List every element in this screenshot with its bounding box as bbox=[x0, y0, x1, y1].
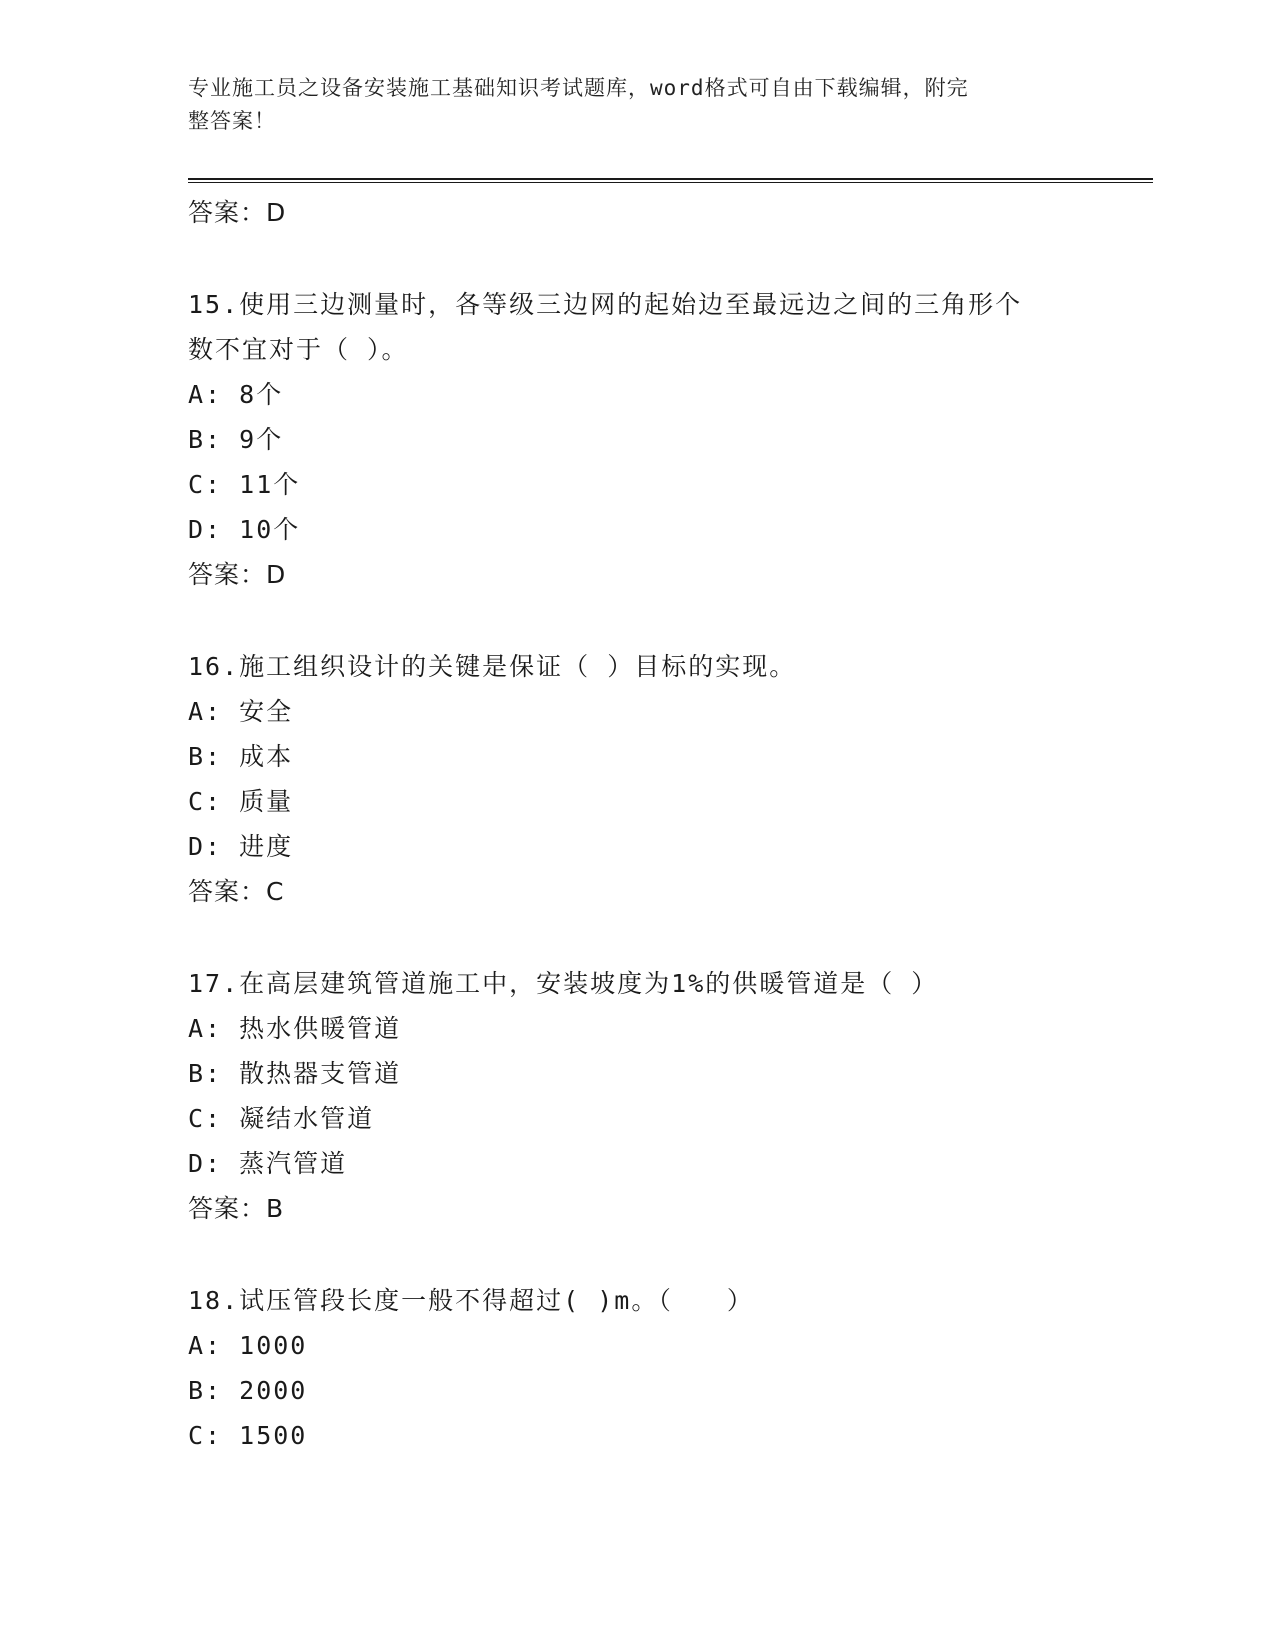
spacer bbox=[188, 1231, 1148, 1278]
option-c: C: 1500 bbox=[188, 1421, 308, 1450]
option-d: D: 10个 bbox=[188, 515, 301, 544]
question-text: 16.施工组织设计的关键是保证（ ）目标的实现。 bbox=[188, 652, 797, 681]
question-block bbox=[188, 282, 1148, 597]
header-rule-thin bbox=[188, 182, 1153, 183]
page-header bbox=[188, 72, 1068, 138]
header-rule-thick bbox=[188, 178, 1153, 180]
option-d: D: 进度 bbox=[188, 832, 294, 861]
question-block bbox=[188, 1278, 1148, 1458]
option-c: C: 凝结水管道 bbox=[188, 1104, 375, 1133]
option-d: D: 蒸汽管道 bbox=[188, 1149, 348, 1178]
question-text: 17.在高层建筑管道施工中，安装坡度为1%的供暖管道是（ ） bbox=[188, 969, 939, 998]
answer-line: 答案：D bbox=[188, 198, 287, 227]
header-line-1: 专业施工员之设备安装施工基础知识考试题库，word格式可自由下载编辑，附完 bbox=[188, 76, 969, 100]
option-b: B: 散热器支管道 bbox=[188, 1059, 402, 1088]
answer-line: 答案：D bbox=[188, 560, 287, 589]
header-line-2: 整答案！ bbox=[188, 109, 276, 133]
option-b: B: 成本 bbox=[188, 742, 294, 771]
spacer bbox=[188, 914, 1148, 961]
option-a: A: 8个 bbox=[188, 380, 284, 409]
spacer bbox=[188, 235, 1148, 282]
question-list bbox=[188, 190, 1148, 1458]
question-block bbox=[188, 961, 1148, 1231]
question-text: 18.试压管段长度一般不得超过( )m。（ ） bbox=[188, 1286, 754, 1315]
spacer bbox=[188, 597, 1148, 644]
option-a: A: 1000 bbox=[188, 1331, 308, 1360]
answer-line: 答案：B bbox=[188, 1194, 285, 1223]
option-c: C: 11个 bbox=[188, 470, 301, 499]
option-a: A: 安全 bbox=[188, 697, 294, 726]
question-text: 数不宜对于（ ）。 bbox=[188, 335, 409, 364]
question-text: 15.使用三边测量时，各等级三边网的起始边至最远边之间的三角形个 bbox=[188, 290, 1023, 319]
option-c: C: 质量 bbox=[188, 787, 294, 816]
option-b: B: 2000 bbox=[188, 1376, 308, 1405]
answer-line: 答案：C bbox=[188, 877, 285, 906]
option-b: B: 9个 bbox=[188, 425, 284, 454]
option-a: A: 热水供暖管道 bbox=[188, 1014, 402, 1043]
question-block bbox=[188, 644, 1148, 914]
